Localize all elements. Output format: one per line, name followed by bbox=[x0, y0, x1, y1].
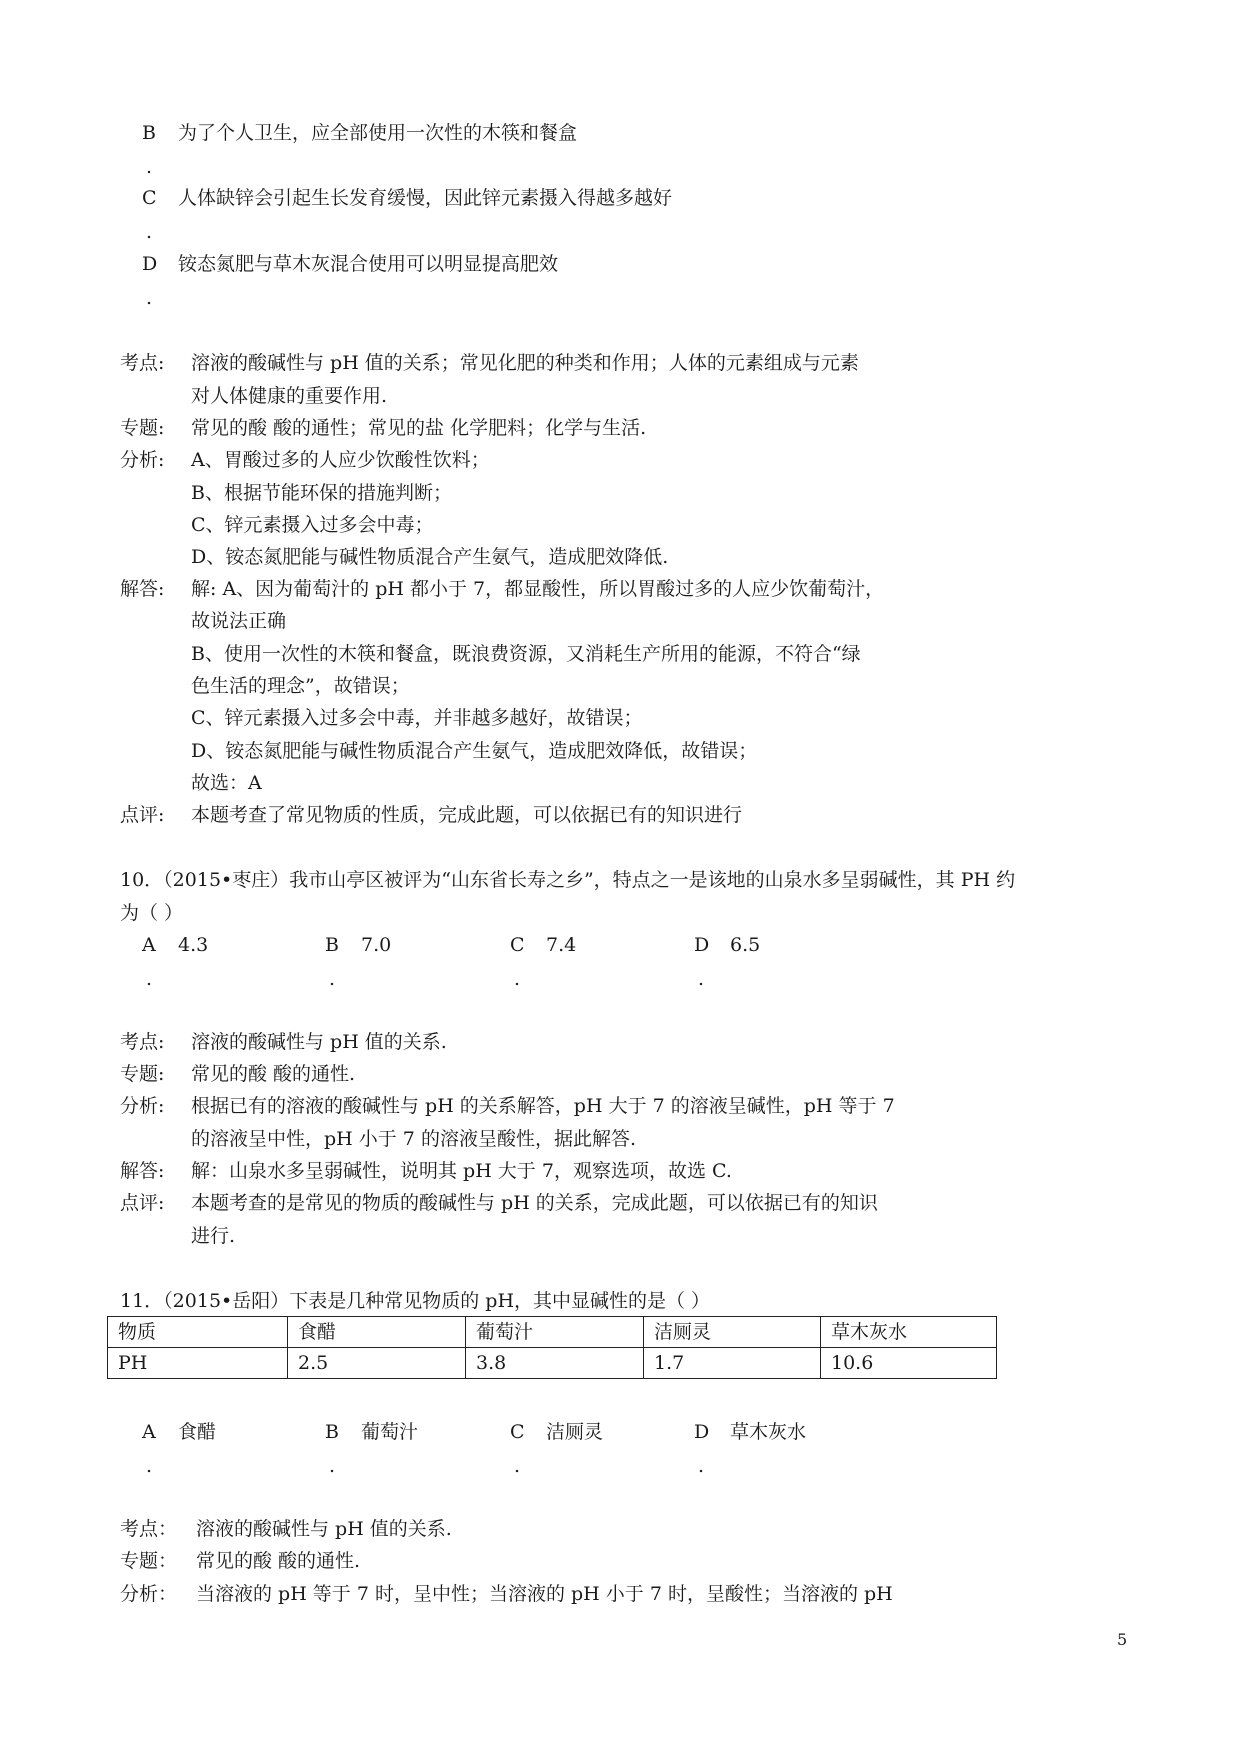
table-cell: PH bbox=[108, 1348, 288, 1379]
q11-fenxi-label: 分析： bbox=[120, 1583, 178, 1605]
q10-fenxi-line2: 的溶液呈中性，pH 小于 7 的溶液呈酸性，据此解答. bbox=[191, 1128, 636, 1150]
q10-option-b-letter: B bbox=[325, 934, 339, 956]
q10-option-b-text: 7.0 bbox=[361, 934, 392, 956]
q9-fenxi-label: 分析: bbox=[120, 449, 165, 471]
q11-option-b-text: 葡萄汁 bbox=[361, 1421, 419, 1443]
q10-option-a-text: 4.3 bbox=[178, 934, 209, 956]
q10-stem-line1: 10．（2015•枣庄）我市山亭区被评为“山东省长寿之乡”，特点之一是该地的山泉水多呈弱碱性，其 PH 约 bbox=[120, 869, 1016, 891]
q9-option-c-letter: C bbox=[142, 187, 157, 209]
table-row bbox=[108, 1317, 997, 1348]
q10-jieda-label: 解答: bbox=[120, 1160, 165, 1182]
q9-option-b-dot: . bbox=[146, 156, 153, 178]
table-cell: 10.6 bbox=[821, 1348, 997, 1379]
q10-option-d-dot: . bbox=[698, 968, 705, 990]
q9-zhuanti-text: 常见的酸 酸的通性；常见的盐 化学肥料；化学与生活. bbox=[191, 417, 647, 439]
q9-kaodian-line1: 溶液的酸碱性与 pH 值的关系；常见化肥的种类和作用；人体的元素组成与元素 bbox=[191, 352, 859, 374]
q9-jieda-line7: 故选：A bbox=[191, 772, 262, 794]
q11-stem: 11．（2015•岳阳）下表是几种常见物质的 pH，其中显碱性的是（ ） bbox=[120, 1290, 711, 1312]
table-header-cell: 食醋 bbox=[288, 1317, 466, 1348]
q9-option-b-letter: B bbox=[142, 122, 156, 144]
q11-option-b-dot: . bbox=[329, 1455, 336, 1477]
q9-jieda-line6: D、铵态氮肥能与碱性物质混合产生氨气，造成肥效降低，故错误； bbox=[191, 740, 758, 762]
q10-option-a-letter: A bbox=[142, 934, 156, 956]
table-header-cell: 葡萄汁 bbox=[466, 1317, 644, 1348]
table-row bbox=[108, 1348, 997, 1379]
table-cell: 2.5 bbox=[288, 1348, 466, 1379]
q9-option-b-text: 为了个人卫生，应全部使用一次性的木筷和餐盒 bbox=[178, 122, 578, 144]
q11-zhuanti-label: 专题： bbox=[120, 1550, 178, 1572]
q10-fenxi-line1: 根据已有的溶液的酸碱性与 pH 的关系解答，pH 大于 7 的溶液呈碱性，pH 等于 7 bbox=[191, 1095, 895, 1117]
q11-option-a-dot: . bbox=[146, 1455, 153, 1477]
q9-dianping-text: 本题考查了常见物质的性质，完成此题，可以依据已有的知识进行 bbox=[191, 804, 743, 826]
q10-kaodian-label: 考点: bbox=[120, 1031, 165, 1053]
q10-dianping-line1: 本题考查的是常见的物质的酸碱性与 pH 的关系，完成此题，可以依据已有的知识 bbox=[191, 1192, 878, 1214]
q11-fenxi-text: 当溶液的 pH 等于 7 时，呈中性；当溶液的 pH 小于 7 时，呈酸性；当溶液的 pH bbox=[196, 1583, 893, 1605]
q9-option-c-dot: . bbox=[146, 221, 153, 243]
q10-zhuanti-text: 常见的酸 酸的通性. bbox=[191, 1063, 356, 1085]
q9-jieda-line1: 解: A、因为葡萄汁的 pH 都小于 7，都显酸性，所以胃酸过多的人应少饮葡萄汁， bbox=[191, 578, 885, 600]
table-header-cell: 洁厕灵 bbox=[644, 1317, 821, 1348]
q9-kaodian-line2: 对人体健康的重要作用. bbox=[191, 385, 388, 407]
q11-zhuanti-text: 常见的酸 酸的通性. bbox=[196, 1550, 361, 1572]
q10-jieda-text: 解：山泉水多呈弱碱性，说明其 pH 大于 7，观察选项，故选 C. bbox=[191, 1160, 732, 1182]
q11-kaodian-text: 溶液的酸碱性与 pH 值的关系. bbox=[196, 1518, 452, 1540]
table-cell: 1.7 bbox=[644, 1348, 821, 1379]
q9-option-d-dot: . bbox=[146, 287, 153, 309]
q10-option-a-dot: . bbox=[146, 968, 153, 990]
q9-fenxi-line4: D、铵态氮肥能与碱性物质混合产生氨气，造成肥效降低. bbox=[191, 546, 669, 568]
q9-jieda-line2: 故说法正确 bbox=[191, 610, 287, 632]
table-header-cell: 物质 bbox=[108, 1317, 288, 1348]
q11-option-c-letter: C bbox=[510, 1421, 525, 1443]
q9-zhuanti-label: 专题: bbox=[120, 417, 165, 439]
q10-option-c-text: 7.4 bbox=[546, 934, 577, 956]
q11-option-d-dot: . bbox=[698, 1455, 705, 1477]
q11-option-b-letter: B bbox=[325, 1421, 339, 1443]
q10-fenxi-label: 分析: bbox=[120, 1095, 165, 1117]
q10-option-c-letter: C bbox=[510, 934, 525, 956]
q11-option-c-dot: . bbox=[514, 1455, 521, 1477]
q9-fenxi-line3: C、锌元素摄入过多会中毒； bbox=[191, 514, 434, 536]
q11-option-a-text: 食醋 bbox=[178, 1421, 217, 1443]
ph-table bbox=[107, 1316, 997, 1379]
q9-option-c-text: 人体缺锌会引起生长发育缓慢，因此锌元素摄入得越多越好 bbox=[178, 187, 673, 209]
q9-dianping-label: 点评: bbox=[120, 804, 165, 826]
page-number: 5 bbox=[1117, 1630, 1128, 1649]
q10-option-c-dot: . bbox=[514, 968, 521, 990]
q10-dianping-line2: 进行. bbox=[191, 1225, 236, 1247]
q9-jieda-line5: C、锌元素摄入过多会中毒，并非越多越好，故错误； bbox=[191, 707, 643, 729]
q9-option-d-letter: D bbox=[142, 253, 158, 275]
q10-kaodian-text: 溶液的酸碱性与 pH 值的关系. bbox=[191, 1031, 447, 1053]
q9-fenxi-line2: B、根据节能环保的措施判断； bbox=[191, 482, 452, 504]
q9-option-d-text: 铵态氮肥与草木灰混合使用可以明显提高肥效 bbox=[178, 253, 559, 275]
q9-jieda-label: 解答: bbox=[120, 578, 165, 600]
q10-zhuanti-label: 专题: bbox=[120, 1063, 165, 1085]
q11-option-d-text: 草木灰水 bbox=[730, 1421, 807, 1443]
q9-kaodian-label: 考点: bbox=[120, 352, 165, 374]
q10-option-d-text: 6.5 bbox=[730, 934, 761, 956]
q10-option-d-letter: D bbox=[694, 934, 710, 956]
table-header-cell: 草木灰水 bbox=[821, 1317, 997, 1348]
q11-option-d-letter: D bbox=[694, 1421, 710, 1443]
q9-fenxi-line1: A、胃酸过多的人应少饮酸性饮料； bbox=[191, 449, 490, 471]
q11-option-a-letter: A bbox=[142, 1421, 156, 1443]
table-cell: 3.8 bbox=[466, 1348, 644, 1379]
q10-stem-line2: 为（ ） bbox=[120, 902, 184, 924]
q9-jieda-line3: B、使用一次性的木筷和餐盒，既浪费资源，又消耗生产所用的能源，不符合“绿 bbox=[191, 643, 861, 665]
q9-jieda-line4: 色生活的理念”，故错误； bbox=[191, 675, 410, 697]
q10-dianping-label: 点评: bbox=[120, 1192, 165, 1214]
q10-option-b-dot: . bbox=[329, 968, 336, 990]
q11-option-c-text: 洁厕灵 bbox=[546, 1421, 604, 1443]
q11-kaodian-label: 考点： bbox=[120, 1518, 178, 1540]
